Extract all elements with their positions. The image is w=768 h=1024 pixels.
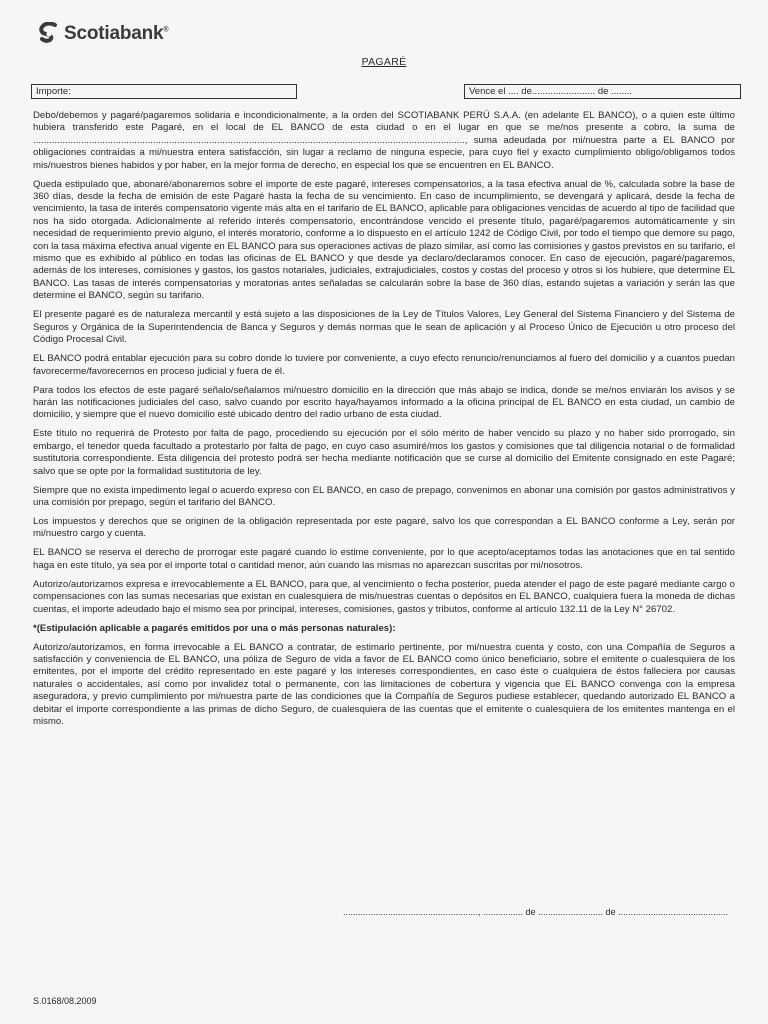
vence-field[interactable]: Vence el .... de........................ de ........ bbox=[464, 84, 741, 99]
paragraph-6: Este título no requerirá de Protesto por falta de pago, procediendo su ejecución por el sólo mérito de haber vencido su plazo y no haber sido prorrogado, sin embargo, el tenedor queda facultado a protestarlo por falta de pago, en cuyo caso asumiré/mos los gastos y comisiones que tal diligencia notarial o de formalidad sustitutoria correspondiente. Esta diligencia del protesto podrá ser hecha mediante notificación que se curse al domicilio del Emitente consignado en este Pagaré; salvo que se opte por la formalidad sustitutoria de ley. bbox=[33, 428, 735, 477]
logo-text: Scotiabank® bbox=[64, 23, 169, 44]
paragraph-10: Autorizo/autorizamos expresa e irrevocablemente a EL BANCO, para que, al vencimiento o fecha posterior, pueda atender el pago de este pagaré mediante cargo o compensaciones con las sumas necesarias que existan en cualesquiera de mis/nuestras cuentas o depósitos en EL BANCO, cualquiera fuera la moneda de dichas cuentas, el importe adeudado bajo el mismo sea por principal, intereses, comisiones, gastos y tributos, conforme al artículo 132.11 de la Ley N° 26702. bbox=[33, 578, 735, 615]
scotiabank-s-icon bbox=[38, 22, 60, 46]
document-body bbox=[33, 110, 735, 735]
footer-code: S.0168/08.2009 bbox=[33, 996, 97, 1006]
paragraph-4: EL BANCO podrá entablar ejecución para su cobro donde lo tuviere por conveniente, a cuyo efecto renuncio/renunciamos al fuero del domicilio y a cuantos puedan favorecerme/favorecernos en proceso judicial y fuera de él. bbox=[33, 353, 735, 377]
insurance-paragraph: Autorizo/autorizamos, en forma irrevocable a EL BANCO a contratar, de estimarlo pertinente, por mi/nuestra cuenta y costo, con una Compañía de Seguros a satisfacción y conveniencia de EL BANCO, una póliza de Seguro de vida a favor de EL BANCO como único beneficiario, sobre el emitente o cualesquiera de los emitentes, por el importe del crédito representado en este pagaré y los intereses correspondientes, en caso éste o cualquiera de éstos falleciera por causas naturales o accidentales, así como por invalidez total o permanente, con las limitaciones de cobertura y vigencia que EL BANCO convenga con la empresa aseguradora, y previo cumplimiento por mi/nuestra parte de las condiciones que la Compañía de Seguros pudiese establecer, quedando autorizado EL BANCO a debitar el importe correspondiente a las primas de dicho Seguro, de cualesquiera de las cuentas que el emitente o cualesquiera de los emitentes mantenga en el mismo. bbox=[33, 641, 735, 727]
scotiabank-logo bbox=[38, 22, 168, 46]
registered-mark: ® bbox=[163, 26, 169, 34]
paragraph-2: Queda estipulado que, abonaré/abonaremos sobre el importe de este pagaré, intereses compensatorios, a la tasa efectiva anual de %, calculada sobre la base de 360 días, desde la fecha de emisión de este Pagaré hasta la fecha de su vencimiento. En caso de incumplimiento, se devengará y aplicará, desde la fecha de vencimiento, la tasa de interés compensatorio vigente más alta en el tarifario de EL BANCO, aplicable para obligaciones vencidas de acuerdo al tipo de facilidad que nos ha sido otorgada. Adicionalmente al referido interés compensatorio, encontrándose vencido el presente título, pagaré/pagaremos automáticamente y sin necesidad de requerimiento previo alguno, el interés moratorio, conforme a lo dispuesto en el artículo 1242 de Código Civil, por todo el tiempo que demore su pago, con la tasa máxima efectiva anual vigente en EL BANCO para sus operaciones activas de plazo similar, así como las comisiones y gastos previstos en su tarifario, el mismo que es exhibido al público en todas las oficinas de EL BANCO y que desde ya declaro/declaramos conocer. En caso de ejecución, pagaré/pagaremos, además de los intereses, comisiones y gastos, los gastos notariales, judiciales, extrajudiciales, costos y costas del proceso y otros si los hubiere, que determine EL BANCO. Las tasas de interés compensatorias y moratorias antes señaladas se calcularán sobre la base de 360 días, estando sujetas a variación y serán las que determine el BANCO, según su tarifario. bbox=[33, 178, 735, 302]
paragraph-3: El presente pagaré es de naturaleza mercantil y está sujeto a las disposiciones de la Ley de Títulos Valores, Ley General del Sistema Financiero y del Sistema de Seguros y Orgánica de la Superintendencia de Banca y Seguros y demás normas que le sean de aplicación y al Proceso Único de Ejecución u otro proceso del Código Procesal Civil. bbox=[33, 309, 735, 346]
paragraph-1: Debo/debemos y pagaré/pagaremos solidaria e incondicionalmente, a la orden del SCOTIABANK PERÚ S.A.A. (en adelante EL BANCO), o a quien este último hubiera transferido este Pagaré, en el local de EL BANCO de esta ciudad o en el lugar en que se me/nos presente a cobro, la suma de .................................................................................................................................................................., suma adeudada por mi/nuestra parte a EL BANCO por obligaciones contraídas a mi/nuestra entera satisfacción, sin lugar a reclamo de ninguna especie, para cuyo fiel y exacto cumplimiento obligo/obligamos todos mis/nuestros bienes habidos y por haber, en la mejor forma de derecho, en especial los que se encuentren en EL BANCO. bbox=[33, 110, 735, 171]
importe-field[interactable]: Importe: bbox=[31, 84, 297, 99]
signature-line[interactable]: ......................................................, ................ de .......................... de ............................................ bbox=[343, 907, 729, 917]
insurance-heading: *(Estipulación aplicable a pagarés emitidos por una o más personas naturales): bbox=[33, 622, 396, 634]
paragraph-9: EL BANCO se reserva el derecho de prorrogar este pagaré cuando lo estime conveniente, por lo que acepto/aceptamos todas las anotaciones que en tal sentido haga en este título, ya sea por el importe total o cantidad menor, aún cuando las mismas no aparezcan suscritas por mi/nosotros. bbox=[33, 547, 735, 571]
paragraph-5: Para todos los efectos de este pagaré señalo/señalamos mi/nuestro domicilio en la dirección que más abajo se indica, donde se me/nos enviarán los avisos y se harán las notificaciones judiciales del caso, salvo cuando por escrito haya/hayamos informado a la oficina principal de EL BANCO en esta ciudad, un cambio de domicilio, y siempre que el nuevo domicilio esté ubicado dentro del radio urbano de esta ciudad. bbox=[33, 384, 735, 421]
document-title: PAGARÉ bbox=[361, 56, 407, 68]
paragraph-8: Los impuestos y derechos que se originen de la obligación representada por este pagaré, salvo los que correspondan a EL BANCO conforme a Ley, serán por mi/nuestro cargo y cuenta. bbox=[33, 515, 735, 540]
paragraph-7: Siempre que no exista impedimento legal o acuerdo expreso con EL BANCO, en caso de prepago, convenimos en abonar una comisión por gastos administrativos y una comisión por prepago, según el tarifario del BANCO. bbox=[33, 484, 735, 508]
